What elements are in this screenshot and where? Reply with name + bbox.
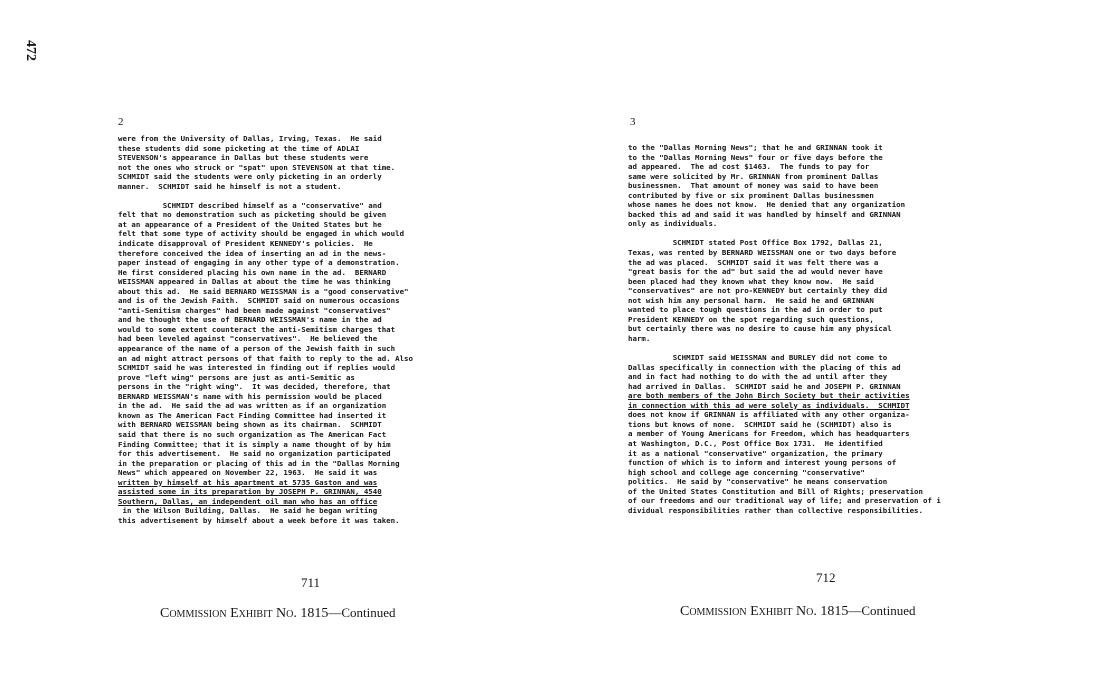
left-page-text (118, 134, 413, 525)
text-line: News" which appeared on November 22, 1963. He said it was (118, 468, 378, 478)
text-line: felt that some type of activity should be engaged in which would (118, 229, 405, 239)
text-line: prove "left wing" persons are just as anti-Semitic as (118, 372, 355, 382)
text-line: of the United States Constitution and Bill of Rights; preservation (628, 486, 923, 496)
text-line: to the "Dallas Morning News"; that he and GRINNAN took it (628, 143, 883, 152)
text-line: of our freedoms and our traditional way of life; and preservation of i (628, 496, 941, 506)
text-line: in the preparation or placing of this ad in the "Dallas Morning (118, 458, 400, 468)
left-page-number: 2 (118, 116, 124, 128)
left-caption-exhibit: Commission Exhibit No. 1815 (160, 606, 329, 621)
text-line: whose names he does not know. He denied that any organization (628, 200, 906, 210)
text-line: He first considered placing his own name in the ad. BERNARD (118, 267, 387, 277)
left-folio: 711 (301, 575, 321, 590)
text-line (118, 191, 413, 201)
text-line: assisted some in its preparation by JOSEPH P. GRINNAN, 4540 (118, 487, 382, 497)
right-page-text (628, 143, 941, 515)
text-line: "conservatives" are not pro-KENNEDY but certainly they did (628, 286, 888, 296)
text-line: an ad might attract persons of that faith to reply to the ad. Also (118, 353, 413, 363)
left-caption (160, 605, 396, 622)
text-line: the ad was placed. SCHMIDT said it was felt there was a (628, 257, 879, 267)
text-line: wanted to place tough questions in the ad in order to put (628, 305, 883, 315)
right-page-number: 3 (630, 116, 636, 128)
text-line: ad appeared. The ad cost $1463. The funds to pay for (628, 162, 870, 172)
text-line: a member of Young Americans for Freedom, which has headquarters (628, 429, 910, 439)
text-line: with BERNARD WEISSMAN being shown as its chairman. SCHMIDT (118, 420, 382, 430)
text-line: Texas, was rented by BERNARD WEISSMAN one or two days before (628, 248, 897, 258)
margin-page-number: 472 (23, 40, 38, 61)
text-line: felt that no demonstration such as picketing should be given (118, 210, 387, 220)
text-line: not the ones who struck or "spat" upon STEVENSON at that time. (118, 162, 396, 172)
right-caption-exhibit: Commission Exhibit No. 1815 (680, 604, 849, 619)
text-line: had been leveled against "conservatives". He believed the (118, 334, 378, 344)
text-line: manner. SCHMIDT said he himself is not a student. (118, 181, 342, 191)
text-line: for this advertisement. He said no organization participated (118, 449, 391, 459)
text-line: SCHMIDT described himself as a "conservative" and (118, 200, 382, 210)
text-line: but certainly there was no desire to cause him any physical (628, 324, 892, 334)
text-line: harm. (628, 333, 651, 343)
text-line: and is of the Jewish Faith. SCHMIDT said on numerous occasions (118, 296, 400, 306)
text-line: in connection with this ad were solely as individuals. SCHMIDT (628, 400, 910, 410)
text-line: in the ad. He said the ad was written as if an organization (118, 401, 387, 411)
text-line: and he thought the use of BERNARD WEISSMAN's name in the ad (118, 315, 382, 325)
left-caption-suffix: —Continued (328, 605, 396, 620)
text-line: Dallas specifically in connection with the placing of this ad (628, 362, 901, 372)
text-line: had arrived in Dallas. SCHMIDT said he and JOSEPH P. GRINNAN (628, 381, 901, 391)
text-line (628, 343, 941, 353)
text-line: dividual responsibilities rather than collective responsibilities. (628, 505, 923, 515)
text-line: same were solicited by Mr. GRINNAN from prominent Dallas (628, 171, 879, 181)
text-line: therefore conceived the idea of inserting an ad in the news- (118, 248, 387, 258)
text-line: "great basis for the ad" but said the ad would never have (628, 267, 883, 277)
text-line: contributed by five or six prominent Dallas businessmen (628, 190, 874, 200)
text-line: only as individuals. (628, 219, 718, 229)
text-line: at an appearance of a President of the United States but he (118, 219, 382, 229)
text-line: President KENNEDY on the spot regarding such questions, (628, 314, 874, 324)
text-line: not wish him any personal harm. He said he and GRINNAN (628, 295, 874, 305)
text-line: STEVENSON's appearance in Dallas but these students were (118, 153, 369, 163)
text-line: were from the University of Dallas, Irving, Texas. He said (118, 134, 382, 143)
text-line: indicate disapproval of President KENNEDY's policies. He (118, 239, 373, 249)
text-line: Finding Committee; that it is simply a name thought of by him (118, 439, 391, 449)
right-caption (680, 603, 916, 620)
text-line: been placed had they known what they know now. He said (628, 276, 874, 286)
text-line: high school and college age concerning "conservative" (628, 467, 865, 477)
text-line: would to some extent counteract the anti-Semitism charges that (118, 324, 396, 334)
text-line: does not know if GRINNAN is affiliated with any other organiza- (628, 410, 910, 420)
text-line: appearance of the name of a person of the Jewish faith in such (118, 344, 396, 354)
text-line: BERNARD WEISSMAN's name with his permission would be placed (118, 391, 382, 401)
text-line: known as The American Fact Finding Committee had inserted it (118, 410, 387, 420)
text-line: WEISSMAN appeared in Dallas at about the time he was thinking (118, 277, 391, 287)
text-line: it as a national "conservative" organization, the primary (628, 448, 883, 458)
text-line: SCHMIDT said WEISSMAN and BURLEY did not come to (628, 353, 888, 363)
text-line (628, 229, 941, 239)
text-line: at Washington, D.C., Post Office Box 1731. He identified (628, 438, 883, 448)
text-line: written by himself at his apartment at 5735 Gaston and was (118, 477, 378, 487)
text-line: and in fact had nothing to do with the ad until after they (628, 372, 888, 382)
right-caption-suffix: —Continued (848, 603, 916, 618)
text-line: SCHMIDT said he was interested in finding out if replies would (118, 363, 396, 373)
text-line: function of which is to inform and interest young persons of (628, 458, 897, 468)
text-line: persons in the "right wing". It was decided, therefore, that (118, 382, 391, 392)
right-folio: 712 (816, 570, 836, 585)
text-line: Southern, Dallas, an independent oil man who has an office (118, 496, 378, 506)
text-line: paper instead of engaging in any other type of a demonstration. (118, 258, 400, 268)
text-line: about this ad. He said BERNARD WEISSMAN is a "good conservative" (118, 286, 409, 296)
text-line: politics. He said by "conservative" he means conservation (628, 477, 888, 487)
text-line: in the Wilson Building, Dallas. He said he began writing (118, 506, 378, 516)
text-line: backed this ad and said it was handled by himself and GRINNAN (628, 209, 901, 219)
text-line: this advertisement by himself about a week before it was taken. (118, 515, 400, 525)
text-line: "anti-Semitism charges" had been made against "conservatives" (118, 305, 391, 315)
text-line: are both members of the John Birch Society but their activities (628, 391, 910, 401)
text-line: to the "Dallas Morning News" four or five days before the (628, 152, 883, 162)
text-line: said that there is no such organization as The American Fact (118, 429, 387, 439)
text-line: SCHMIDT stated Post Office Box 1792, Dallas 21, (628, 238, 883, 248)
text-line: businessmen. That amount of money was said to have been (628, 181, 879, 191)
text-line: SCHMIDT said the students were only picketing in an orderly (118, 172, 382, 182)
text-line: tions but knows of none. SCHMIDT said he (SCHMIDT) also is (628, 419, 892, 429)
text-line: these students did some picketing at the time of ADLAI (118, 143, 360, 153)
